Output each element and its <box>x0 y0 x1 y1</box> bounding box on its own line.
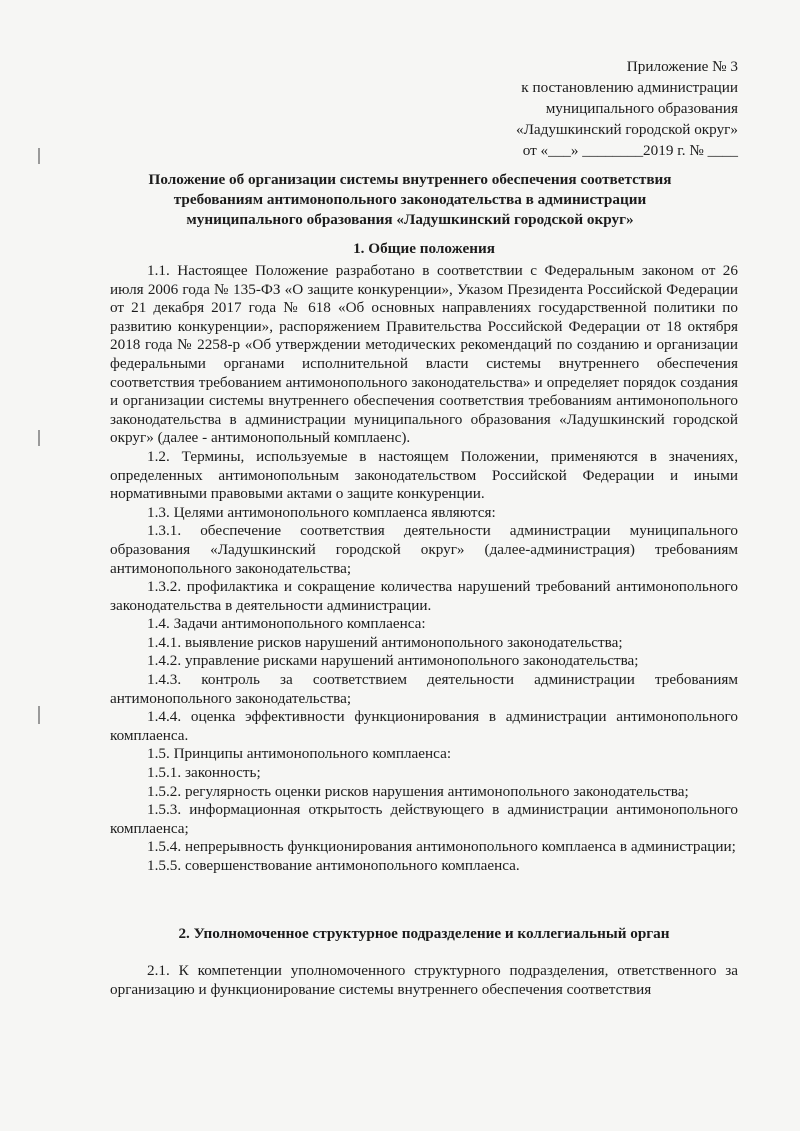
paragraph-1-3: 1.3. Целями антимонопольного комплаенса являются: <box>147 503 496 521</box>
appendix-header <box>516 56 738 161</box>
paragraph-1-1: 1.1. Настоящее Положение разработано в соответствии с Федеральным законом от 26 июля 2006 года № 135-ФЗ «О защите конкуренции», Указом Президента Российской Федерации от 21 декабря 2017 года № 618 «Об основных направлениях государственной политики по развитию конкуренции», распоряжением Правительства Российской Федерации от 18 октября 2018 года № 2258-р «Об утверждении методических рекомендаций по созданию и организации федеральными органами исполнительной власти системы внутреннего обеспечения соответствия требованием антимонопольного законодательства» и определяет порядок создания и организации системы внутреннего обеспечения соответствия требованиям антимонопольного законодательства в администрации муниципального образования «Ладушкинский городской округ» (далее - антимонопольный комплаенс). <box>110 262 738 447</box>
paragraph-1-4-4: 1.4.4. оценка эффективности функционирования в администрации антимонопольного комплаенса. <box>110 708 738 744</box>
section-2-body <box>110 962 738 999</box>
appendix-district: «Ладушкинский городской округ» <box>515 121 738 138</box>
title-line: муниципального образования «Ладушкинский городской округ» <box>186 211 634 228</box>
section-1-body <box>110 262 738 876</box>
paragraph-1-3-2: 1.3.2. профилактика и сокращение количества нарушений требований антимонопольного законодательства в деятельности администрации. <box>110 578 738 614</box>
appendix-date-number: от «___» ________2019 г. № ____ <box>522 142 738 159</box>
appendix-number: Приложение № 3 <box>626 58 738 75</box>
title-line: Положение об организации системы внутреннего обеспечения соответствия <box>148 171 672 188</box>
scan-margin-mark <box>38 430 40 446</box>
scan-margin-mark <box>38 148 40 164</box>
paragraph-1-5-1: 1.5.1. законность; <box>147 764 261 782</box>
paragraph-1-4-2: 1.4.2. управление рисками нарушений антимонопольного законодательства; <box>147 652 639 670</box>
paragraph-1-5-3: 1.5.3. информационная открытость действующего в администрации антимонопольного комплаенса; <box>110 801 738 837</box>
paragraph-2-1: 2.1. К компетенции уполномоченного структурного подразделения, ответственного за организацию и функционирование системы внутреннего обеспечения соответствия <box>110 962 738 998</box>
section-1-heading: 1. Общие положения <box>353 240 495 257</box>
title-line: требованиям антимонопольного законодательства в администрации <box>173 191 647 208</box>
section-2-heading: 2. Уполномоченное структурное подразделение и коллегиальный орган <box>178 925 670 942</box>
paragraph-1-4: 1.4. Задачи антимонопольного комплаенса: <box>147 615 426 633</box>
paragraph-1-4-3: 1.4.3. контроль за соответствием деятельности администрации требованиям антимонопольного законодательства; <box>110 671 738 707</box>
paragraph-1-5-5: 1.5.5. совершенствование антимонопольного комплаенса. <box>147 857 520 874</box>
paragraph-1-5: 1.5. Принципы антимонопольного комплаенса: <box>147 745 452 763</box>
paragraph-1-3-1: 1.3.1. обеспечение соответствия деятельности администрации муниципального образования «Ладушкинский городской округ» (далее-администрация) требованиям антимонопольного законодательства; <box>110 522 738 577</box>
paragraph-1-4-1: 1.4.1. выявление рисков нарушений антимонопольного законодательства; <box>147 633 623 651</box>
scan-margin-mark <box>38 706 40 724</box>
document-title <box>120 170 700 230</box>
appendix-resolution: к постановлению администрации <box>521 79 738 96</box>
paragraph-1-5-4: 1.5.4. непрерывность функционирования антимонопольного комплаенса в администрации; <box>147 838 736 856</box>
paragraph-1-2: 1.2. Термины, используемые в настоящем Положении, применяются в значениях, определенных антимонопольным законодательством Российской Федерации и иными нормативными правовыми актами о защите конкуренции. <box>110 447 738 503</box>
appendix-municipality: муниципального образования <box>545 100 738 117</box>
paragraph-1-5-2: 1.5.2. регулярность оценки рисков нарушения антимонопольного законодательства; <box>147 782 689 800</box>
